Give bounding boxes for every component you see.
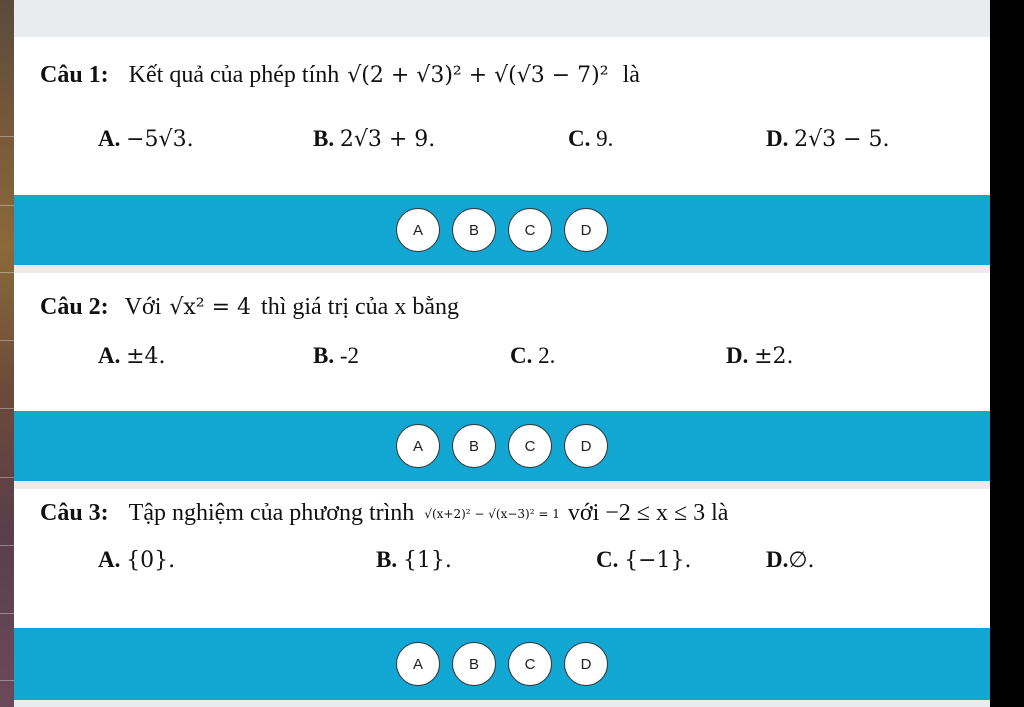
option-d[interactable]: D. ±2. (726, 343, 794, 369)
question-suffix: là (622, 62, 640, 88)
question-label: Câu 1: (40, 62, 109, 88)
answer-button-b[interactable]: B (452, 642, 496, 686)
answer-button-c[interactable]: C (508, 642, 552, 686)
top-bar (14, 0, 990, 36)
question-expression: √(x+2)² − √(x−3)² = 1 (424, 506, 560, 521)
question-1-options (0, 126, 990, 156)
answer-button-d[interactable]: D (564, 208, 608, 252)
answer-bar-3 (14, 628, 990, 700)
question-3-options (0, 547, 990, 577)
question-prompt: Tập nghiệm của phương trình (128, 500, 415, 526)
option-b[interactable]: B. -2 (313, 343, 360, 368)
answer-button-a[interactable]: A (396, 208, 440, 252)
answer-button-d[interactable]: D (564, 424, 608, 468)
question-expression: √(2 + √3)² + √(√3 − 7)² (347, 63, 609, 88)
question-label: Câu 2: (40, 294, 109, 320)
answer-bar-1 (14, 195, 990, 265)
question-suffix: với −2 ≤ x ≤ 3 là (567, 500, 729, 526)
question-1-text (40, 62, 640, 89)
answer-button-b[interactable]: B (452, 208, 496, 252)
question-suffix: thì giá trị của x bằng (261, 294, 459, 320)
question-prompt: Với (124, 294, 162, 320)
option-a[interactable]: A. {0}. (98, 547, 176, 573)
option-c[interactable]: C. 9. (568, 126, 614, 151)
answer-button-a[interactable]: A (396, 424, 440, 468)
question-2-text (40, 294, 459, 321)
answer-button-a[interactable]: A (396, 642, 440, 686)
question-card-1 (14, 37, 990, 195)
option-d[interactable]: D.∅. (766, 547, 815, 573)
answer-button-c[interactable]: C (508, 208, 552, 252)
answer-button-b[interactable]: B (452, 424, 496, 468)
answer-bar-2 (14, 411, 990, 481)
option-a[interactable]: A. −5√3. (98, 126, 194, 152)
option-b[interactable]: B. 2√3 + 9. (313, 126, 436, 152)
right-background-strip (990, 0, 1024, 707)
option-a[interactable]: A. ±4. (98, 343, 166, 369)
question-3-text (40, 500, 728, 527)
option-d[interactable]: D. 2√3 − 5. (766, 126, 890, 152)
option-c[interactable]: C. 2. (510, 343, 556, 368)
answer-button-d[interactable]: D (564, 642, 608, 686)
question-label: Câu 3: (40, 500, 109, 526)
question-expression: √x² = 4 (169, 295, 252, 320)
option-c[interactable]: C. {−1}. (596, 547, 692, 573)
question-2-options (0, 343, 990, 373)
option-b[interactable]: B. {1}. (376, 547, 452, 573)
question-prompt: Kết quả của phép tính (128, 62, 340, 88)
answer-button-c[interactable]: C (508, 424, 552, 468)
